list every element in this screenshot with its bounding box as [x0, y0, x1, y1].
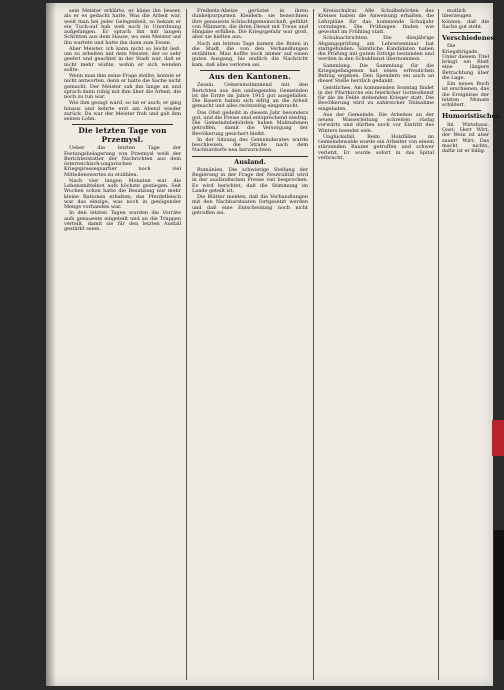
paragraph: Noch am letzten Tage kamen die Boten in die Stadt, die von den Verhandlungen erzählten. Man hoffte noch immer auf einen guten Ausgang, bis endlich die Nachricht kam, daß alles verloren sei.: [192, 40, 308, 68]
column-rule: [186, 9, 187, 680]
column-1: [64, 9, 181, 682]
paragraph: Nach vier langen Monaten war die Lebensmittelnot aufs höchste gestiegen. Seit Wochen schon hatte die Besatzung nur mehr kleine Rationen erhalten; das Pferdefleisch war das einzige, was noch in genügender Menge vorhanden war.: [64, 177, 181, 210]
paragraph: Wie ihm gesagt ward, so tat er auch; er ging hinaus und kehrte erst am Abend wieder zurück. Da war der Meister froh und gab ihm seinen Lohn.: [64, 100, 181, 122]
section-divider: [200, 70, 300, 71]
section-divider: [450, 32, 481, 33]
section-headline: Verschiedenes.: [442, 34, 497, 42]
paragraph: Geistliches. Am kommenden Sonntag findet in der Pfarrkirche ein feierlicher Gottesdienst für die im Felde stehenden Krieger statt. Die Bevölkerung wird zu zahlreicher Teilnahme eingeladen.: [318, 84, 434, 112]
paragraph: Kreisschulrat. Alle Schulbehörden des Kreises haben die Anweisung erhalten, die Lehrpläne für das kommende Schuljahr vorzulegen. Die Prüfungen finden wie gewohnt im Frühling statt.: [318, 8, 434, 35]
article-headline: Die letzten Tage von Przemysl.: [78, 126, 167, 144]
newspaper-page: [46, 3, 502, 686]
paragraph: Im Wirtshaus. Gast: Herr Wirt, der Wein ist aber sauer! Wirt: Das macht nichts, dafür ist er billig.: [442, 121, 489, 155]
paragraph: In der Sitzung des Gemeinderates wurde beschlossen, die Straße nach dem Nachbardorfe neu herzurichten.: [192, 136, 308, 154]
red-edge-strip: [492, 420, 504, 456]
binding-shadow: [46, 3, 56, 686]
paragraph: Ueber die letzten Tage der Festungsbelagerung von Przemysl weiß der Berichterstatter der Nachrichten aus dem österreichisch-ungarischen Kriegspressequartier noch viel Mitteilenswertes zu erzählen.: [64, 145, 181, 178]
paragraph: Wenn man ihm seine Frage stellte, konnte er nicht antworten, denn er hatte die Sache nicht gemacht. Der Meister sah ihn lange an und sprach dann ruhig mit ihm über die Arbeit, die noch zu tun war.: [64, 73, 182, 100]
section-divider: [192, 156, 308, 157]
paragraph: Unglücksfall. Beim Holzfällen im Gemeindewalde wurde ein Arbeiter von einem stürzenden Baume getroffen und schwer verletzt. Er wurde sofort in das Spital verbracht.: [318, 133, 434, 161]
section-divider: [450, 110, 481, 111]
column-rule: [313, 9, 314, 680]
paragraph: Zessin. Uebereinstimmend mit den Berichten aus den umliegenden Gemeinden ist die Ernte im Jahre 1915 gut ausgefallen. Die Bauern haben sich eifrig an die Arbeit gemacht und alles rechtzeitig eingebracht.: [192, 82, 308, 110]
paragraph: mutlich überzeugen können, daß die Sache gut steht.: [442, 8, 489, 30]
section-headline: Ausland.: [234, 157, 266, 166]
section-divider: [72, 124, 173, 125]
column-2: [192, 9, 308, 682]
black-edge-strip: [494, 530, 504, 640]
paragraph: Die Kriegsbrigade. Unter diesem Titel bringt ein Blatt eine längere Betrachtung über die Lage.: [442, 43, 489, 81]
column-3: [318, 9, 434, 682]
paragraph: Sammlung. Die Sammlung für die Kriegsgefangenen hat einen erfreulichen Betrag ergeben. Den Spendern sei auch an dieser Stelle herzlich gedankt.: [318, 62, 434, 85]
paragraph: Freiheits-Abeize gerüstet in ihren dunkelpurpurnen Kleidern; sie bezeichnen ihre genaueste Schlachtgemeinschaft, geführt von Männern, die ihren Dienst mit Treue und Hingabe erfüllen. Die Kriegsgefahr war groß, aber sie hielten aus.: [192, 8, 308, 41]
paragraph: Schulnachrichten. Die diesjährige Abgangsprüfung am Lehrerseminar hat stattgefunden. Sämtliche Kandidaten haben die Prüfung mit gutem Erfolge bestanden und werden in den Schuldienst übernommen.: [318, 35, 434, 63]
paragraph: Rumänien. Die schwierige Stellung der Regierung in der Frage der Neutralität wird in der ausländischen Presse viel besprochen. Es wird berichtet, daß die Stimmung im Lande geteilt ist.: [192, 166, 308, 194]
paragraph: Ein neues Buch ist erschienen, das die Ereignisse der letzten Monate schildert.: [442, 81, 489, 109]
section-headline: Aus den Kantonen.: [208, 71, 291, 81]
paragraph: In den letzten Tagen wurden die Vorräte aufs genaueste eingeteilt und an die Truppen verteilt, damit sie für den letzten Ausfall gestärkt seien.: [64, 210, 181, 232]
paragraph: sein Meister erklärte, er käme ihn besser, als er es gedacht hatte. Was die Arbeit war, weiß man bei jeder Gelegenheit, so bekam er ein Tuch-auf bah weh noch in Unordnung aufgefangen. Er sprach ihn mit langen Schritten aus dem Hause, wo sein Meister auf ihn wartete und hatte ihn dann zum Essen.: [64, 8, 181, 46]
paragraph: Aus der Gemeinde. Die Arbeiten an der neuen Wasserleitung schreiten rüstig vorwärts und dürften noch vor Eintritt des Winters beendet sein.: [318, 111, 434, 134]
paragraph: Aber Meister, ich kann nicht so leicht ließ, um zu arbeiten mit dem Meister, der so sehr geehrt und geachtet in der Stadt war, daß er nicht mehr wußte, wohin er sich wenden sollte.: [64, 45, 181, 73]
paragraph: Das Obst gedeiht in diesem Jahr besonders gut, und die Preise sind entsprechend niedrig. Die Gemeindebehörden haben Maßnahmen getroffen, damit die Versorgung der Bevölkerung gesichert bleibt.: [192, 109, 308, 137]
paragraph: Die Blätter melden, daß die Verhandlungen mit den Nachbarstaaten fortgesetzt werden und daß eine Entscheidung noch nicht getroffen sei.: [192, 194, 308, 216]
column-4: [442, 8, 502, 682]
column-rule: [438, 9, 439, 680]
section-headline: Humoristisches.: [442, 112, 502, 121]
